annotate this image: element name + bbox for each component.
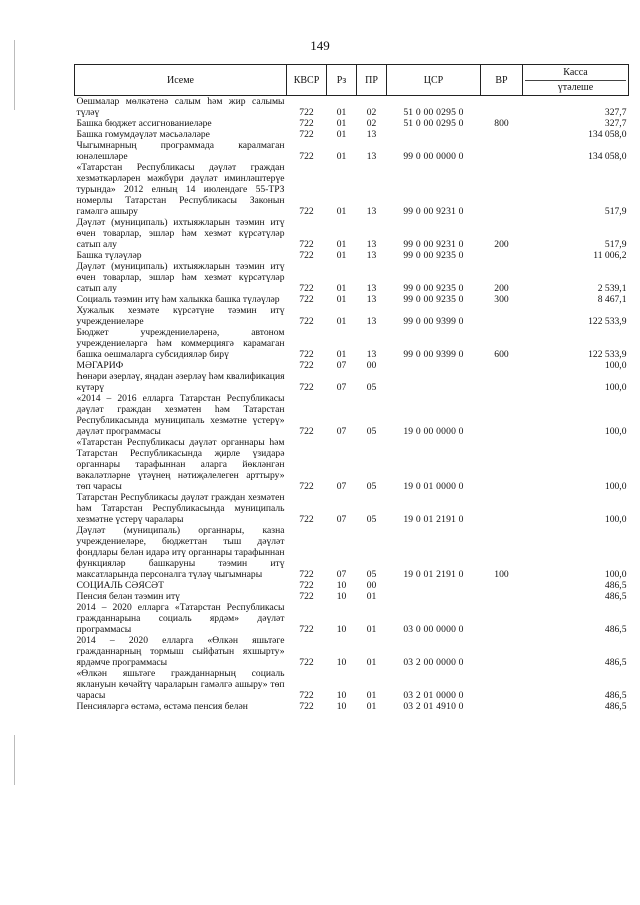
row-amount: 100,0 [604, 360, 627, 371]
row-kvsr: 722 [299, 514, 314, 525]
header-name: Исеме [75, 65, 287, 96]
row-rz: 01 [336, 294, 347, 305]
row-rz: 07 [336, 481, 347, 492]
row-kvsr: 722 [299, 250, 314, 261]
header-pr: ПР [357, 65, 387, 96]
row-amount: 486,5 [604, 591, 627, 602]
row-kvsr: 722 [299, 294, 314, 305]
table-row [75, 591, 629, 602]
row-kvsr: 722 [299, 569, 314, 580]
row-vr [481, 371, 523, 393]
row-name: «Татарстан Республикасы дәүләт органнары һәм Татарстан Республикасында җирле үзидарә органнары тарафыннан аларга йөкләнгән вәкаләтләрне үтәүнең нәтиҗәлелеген арттыру» төп чарасы [76, 437, 285, 492]
table-row [75, 305, 629, 327]
row-tsr: 99 0 00 9235 0 [403, 250, 464, 261]
row-rz: 07 [336, 382, 347, 393]
row-name: Башка гомумдәүләт мәсьәләләре [76, 129, 210, 140]
row-amount: 8 467,1 [597, 294, 627, 305]
row-vr: 200 [494, 239, 509, 250]
row-amount: 100,0 [604, 514, 627, 525]
scan-margin-mark [14, 40, 15, 110]
row-vr [481, 591, 523, 602]
row-vr [481, 140, 523, 162]
row-vr: 300 [494, 294, 509, 305]
row-rz: 10 [336, 624, 347, 635]
row-pr: 01 [366, 657, 377, 668]
row-tsr [387, 591, 481, 602]
table-row [75, 525, 629, 580]
row-kvsr: 722 [299, 481, 314, 492]
row-tsr: 99 0 00 9231 0 [403, 239, 464, 250]
row-kvsr: 722 [299, 591, 314, 602]
row-name: «Өлкән яшьтәге гражданнарның социаль яклануын көчәйтү чараларын гамәлгә ашыру» төп чарасы [76, 668, 285, 701]
row-tsr: 51 0 00 0295 0 [403, 107, 464, 118]
row-name: Хужалык хезмәте күрсәтүне тәэмин итү учреждениеләре [76, 305, 285, 327]
row-rz: 01 [336, 129, 347, 140]
row-amount: 2 539,1 [597, 283, 627, 294]
table-row [75, 701, 629, 712]
budget-table [74, 64, 629, 712]
row-pr: 00 [366, 580, 377, 591]
row-kvsr: 722 [299, 624, 314, 635]
scan-margin-mark [14, 735, 15, 785]
row-amount: 100,0 [604, 569, 627, 580]
row-vr [481, 602, 523, 635]
table-row [75, 261, 629, 294]
row-pr: 01 [366, 701, 377, 712]
row-pr: 05 [366, 514, 377, 525]
row-rz: 10 [336, 657, 347, 668]
row-name: Пенсия белән тәэмин итү [76, 591, 180, 602]
row-name: Һөнәри әзерләү, яңадан әзерләү һәм квалификация күтәрү [76, 371, 285, 393]
row-vr [481, 437, 523, 492]
row-rz: 07 [336, 569, 347, 580]
row-pr: 13 [366, 129, 377, 140]
row-pr: 01 [366, 591, 377, 602]
table-row [75, 217, 629, 250]
row-kvsr: 722 [299, 107, 314, 118]
row-amount: 100,0 [604, 481, 627, 492]
row-name: Татарстан Республикасы дәүләт граждан хезмәтен һәм Татарстан Республикасында муниципаль хезмәтне үстерү чаралары [76, 492, 285, 525]
header-kassa-top: Касса [525, 67, 626, 81]
table-row [75, 140, 629, 162]
table-row [75, 96, 629, 119]
page-number: 149 [310, 38, 330, 53]
row-pr: 02 [366, 107, 377, 118]
row-kvsr: 722 [299, 360, 314, 371]
row-tsr: 99 0 00 9231 0 [403, 206, 464, 217]
row-amount: 100,0 [604, 382, 627, 393]
row-vr [481, 162, 523, 217]
table-row [75, 668, 629, 701]
row-amount: 327,7 [604, 107, 627, 118]
row-vr [481, 701, 523, 712]
row-amount: 486,5 [604, 624, 627, 635]
row-name: Бюджет учреждениеләренә, автоном учреждениеләргә һәм коммерциягә карамаган башка оешмаларга субсидияләр бирү [76, 327, 285, 360]
row-name: 2014 – 2020 елларга «Өлкән яшьтәге гражданнарның тормыш сыйфатын яхшырту» ярдәмче программасы [76, 635, 285, 668]
row-tsr: 19 0 01 2191 0 [403, 569, 464, 580]
row-kvsr: 722 [299, 580, 314, 591]
table-row [75, 360, 629, 371]
table-row [75, 437, 629, 492]
row-rz: 01 [336, 107, 347, 118]
row-name: Дәүләт (муниципаль) органнары, казна учреждениеләре, бюджеттан тыш дәүләт фондлары белән идарә итү органнары тарафыннан функцияләр башкаруны тәэмин итү максатларында персоналга түләү чыгымнары [76, 525, 285, 580]
row-pr: 05 [366, 481, 377, 492]
row-amount: 122 533,9 [588, 316, 627, 327]
row-name: Дәүләт (муниципаль) ихтыяжларын тәэмин итү өчен товарлар, эшләр һәм хезмәт күрсәтүләр сатып алу [76, 261, 285, 294]
row-tsr: 99 0 00 9235 0 [403, 294, 464, 305]
row-tsr [387, 360, 481, 371]
row-kvsr: 722 [299, 426, 314, 437]
row-tsr: 51 0 00 0295 0 [403, 118, 464, 129]
row-name: Башка бюджет ассигнованиеләре [76, 118, 212, 129]
row-name: Дәүләт (муниципаль) ихтыяжларын тәэмин итү өчен товарлар, эшләр һәм хезмәт күрсәтүләр сатып алу [76, 217, 285, 250]
row-pr: 13 [366, 151, 377, 162]
row-vr [481, 668, 523, 701]
row-vr: 600 [494, 349, 509, 360]
table-row [75, 393, 629, 437]
table-row [75, 327, 629, 360]
header-tsr: ЦСР [387, 65, 481, 96]
row-rz: 01 [336, 349, 347, 360]
row-vr [481, 393, 523, 437]
table-row [75, 162, 629, 217]
row-kvsr: 722 [299, 239, 314, 250]
row-amount: 134 058,0 [588, 151, 627, 162]
row-name: «2014 – 2016 елларга Татарстан Республикасы дәүләт граждан хезмәтен һәм Татарстан Республикасында муниципаль хезмәтне үстерү» дәүләт программасы [76, 393, 285, 437]
row-name: Башка түләүләр [76, 250, 142, 261]
row-amount: 327,7 [604, 118, 627, 129]
header-kassa [523, 65, 629, 96]
row-name: 2014 – 2020 елларга «Татарстан Республикасы гражданнарына социаль ярдәм» дәүләт программасы [76, 602, 285, 635]
row-kvsr: 722 [299, 701, 314, 712]
row-tsr: 99 0 00 9399 0 [403, 349, 464, 360]
row-kvsr: 722 [299, 151, 314, 162]
row-pr: 02 [366, 118, 377, 129]
row-rz: 10 [336, 701, 347, 712]
table-row [75, 580, 629, 591]
row-rz: 01 [336, 239, 347, 250]
header-kvsr: КВСР [287, 65, 327, 96]
row-tsr: 19 0 00 0000 0 [403, 426, 464, 437]
row-amount: 122 533,9 [588, 349, 627, 360]
row-vr: 100 [494, 569, 509, 580]
row-amount: 517,9 [604, 206, 627, 217]
row-pr: 01 [366, 690, 377, 701]
row-vr [481, 305, 523, 327]
row-rz: 07 [336, 360, 347, 371]
row-name: Пенсияләргә өстәмә, өстәмә пенсия белән [76, 701, 248, 712]
row-pr: 13 [366, 239, 377, 250]
row-rz: 01 [336, 206, 347, 217]
row-kvsr: 722 [299, 316, 314, 327]
table-row [75, 602, 629, 635]
row-vr [481, 96, 523, 119]
row-name: Чыгымнарның программада каралмаган юнәлешләре [76, 140, 285, 162]
table-row [75, 118, 629, 129]
row-amount: 486,5 [604, 657, 627, 668]
row-pr: 13 [366, 316, 377, 327]
row-tsr: 03 0 00 0000 0 [403, 624, 464, 635]
table-row [75, 294, 629, 305]
row-rz: 10 [336, 690, 347, 701]
row-pr: 13 [366, 349, 377, 360]
row-tsr [387, 129, 481, 140]
row-kvsr: 722 [299, 129, 314, 140]
row-vr [481, 250, 523, 261]
row-name: Социаль тәэмин итү һәм халыкка башка түләүләр [76, 294, 280, 305]
row-vr [481, 635, 523, 668]
row-kvsr: 722 [299, 118, 314, 129]
row-pr: 13 [366, 206, 377, 217]
row-pr: 00 [366, 360, 377, 371]
row-name: «Татарстан Республикасы дәүләт граждан хезмәткәрләрен мәжбүри дәүләт иминләштерүе турында» 2012 елның 14 июлендәге 55-ТРЗ номерлы Татарстан Республикасы Законын гамәлгә ашыру [76, 162, 285, 217]
row-amount: 11 006,2 [593, 250, 627, 261]
row-tsr: 99 0 00 9399 0 [403, 316, 464, 327]
row-rz: 01 [336, 283, 347, 294]
row-kvsr: 722 [299, 283, 314, 294]
table-row [75, 371, 629, 393]
row-vr [481, 360, 523, 371]
row-amount: 486,5 [604, 690, 627, 701]
row-rz: 01 [336, 250, 347, 261]
row-tsr: 99 0 00 0000 0 [403, 151, 464, 162]
row-vr [481, 129, 523, 140]
header-kassa-bottom: үтәлеше [557, 81, 594, 93]
row-vr: 200 [494, 283, 509, 294]
row-rz: 01 [336, 118, 347, 129]
row-pr: 05 [366, 426, 377, 437]
row-vr [481, 492, 523, 525]
header-vr: ВР [481, 65, 523, 96]
row-kvsr: 722 [299, 382, 314, 393]
header-rz: Рз [327, 65, 357, 96]
row-tsr: 99 0 00 9235 0 [403, 283, 464, 294]
row-rz: 10 [336, 580, 347, 591]
row-pr: 01 [366, 624, 377, 635]
row-tsr: 19 0 01 0000 0 [403, 481, 464, 492]
row-kvsr: 722 [299, 657, 314, 668]
row-tsr [387, 580, 481, 591]
row-rz: 01 [336, 316, 347, 327]
row-name: Оешмалар мөлкәтенә салым һәм жир салымы түләү [76, 96, 285, 118]
row-amount: 100,0 [604, 426, 627, 437]
row-pr: 05 [366, 382, 377, 393]
row-kvsr: 722 [299, 206, 314, 217]
table-header-row [75, 65, 629, 96]
table-row [75, 129, 629, 140]
row-amount: 486,5 [604, 580, 627, 591]
row-tsr [387, 371, 481, 393]
row-vr: 800 [494, 118, 509, 129]
table-row [75, 250, 629, 261]
table-row [75, 635, 629, 668]
row-pr: 05 [366, 569, 377, 580]
row-tsr: 19 0 01 2191 0 [403, 514, 464, 525]
row-tsr: 03 2 01 4910 0 [403, 701, 464, 712]
row-tsr: 03 2 01 0000 0 [403, 690, 464, 701]
row-vr [481, 580, 523, 591]
row-name: МӘГАРИФ [76, 360, 124, 371]
row-rz: 01 [336, 151, 347, 162]
row-rz: 10 [336, 591, 347, 602]
row-kvsr: 722 [299, 349, 314, 360]
row-pr: 13 [366, 283, 377, 294]
row-name: СОЦИАЛЬ СӘЯСӘТ [76, 580, 164, 591]
row-kvsr: 722 [299, 690, 314, 701]
row-amount: 517,9 [604, 239, 627, 250]
row-amount: 134 058,0 [588, 129, 627, 140]
row-rz: 07 [336, 426, 347, 437]
table-row [75, 492, 629, 525]
row-tsr: 03 2 00 0000 0 [403, 657, 464, 668]
row-rz: 07 [336, 514, 347, 525]
row-amount: 486,5 [604, 701, 627, 712]
row-pr: 13 [366, 250, 377, 261]
row-pr: 13 [366, 294, 377, 305]
